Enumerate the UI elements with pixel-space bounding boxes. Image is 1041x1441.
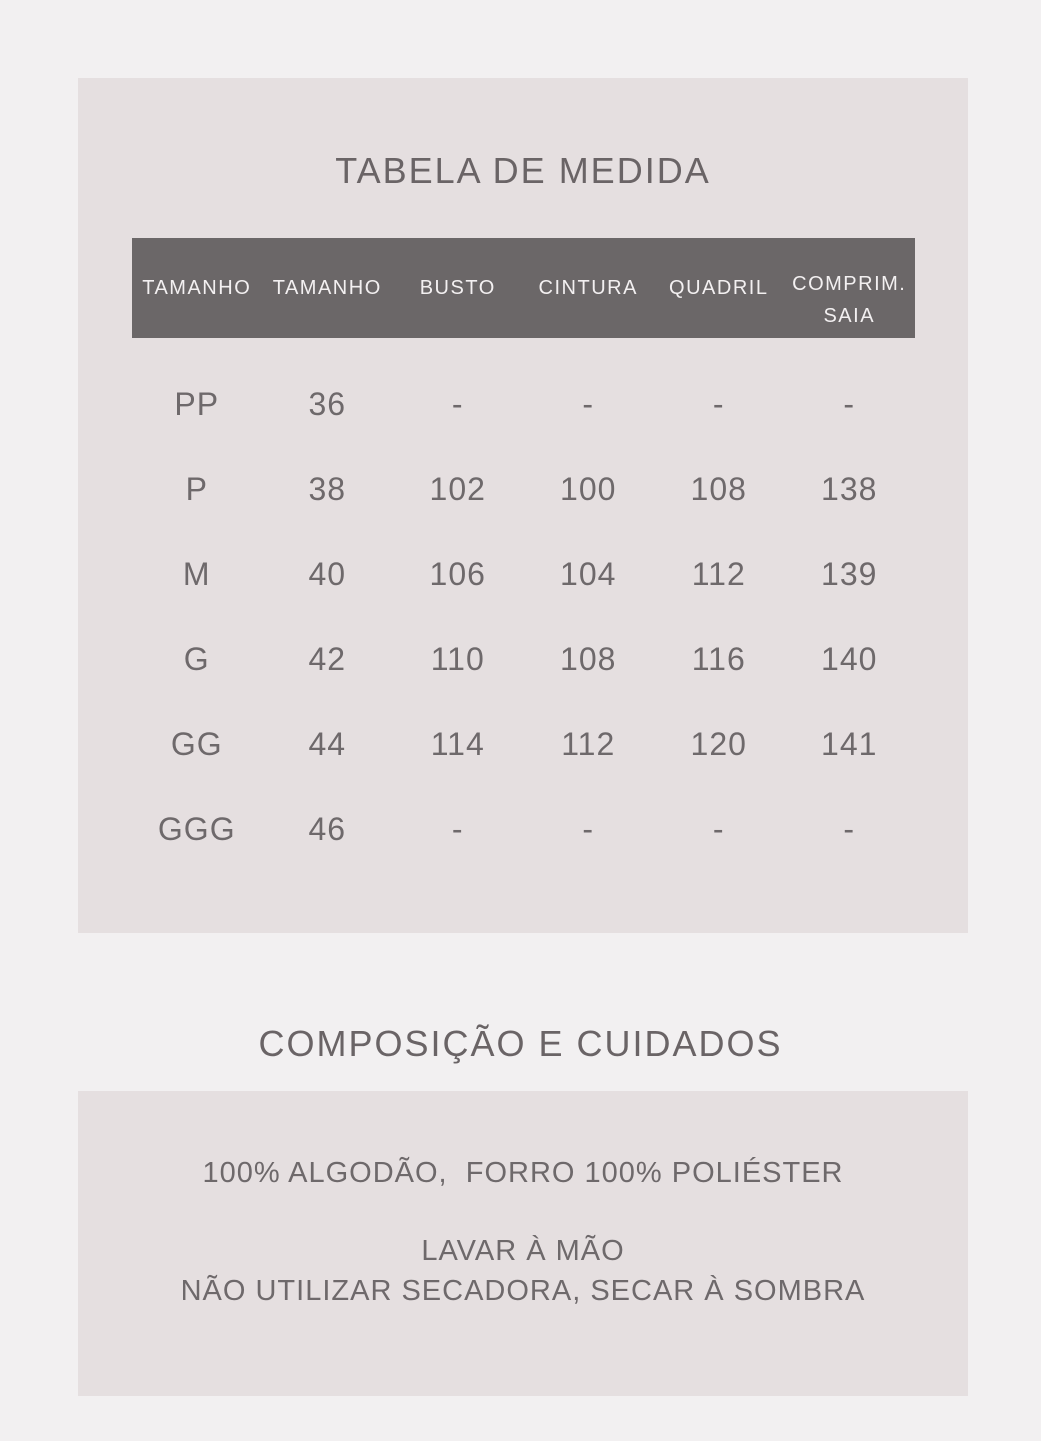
- cell-busto: 114: [430, 726, 485, 762]
- cell-size: M: [182, 556, 211, 592]
- cell-comprimento: -: [843, 386, 856, 422]
- cell-tamanho: 46: [308, 811, 347, 847]
- cell-cintura: -: [582, 811, 595, 847]
- cell-size: GGG: [157, 811, 236, 847]
- cell-comprimento: 140: [821, 641, 878, 677]
- cell-comprimento: -: [843, 811, 856, 847]
- cell-quadril: 120: [690, 726, 747, 762]
- size-chart-title: TABELA DE MEDIDA: [335, 150, 711, 191]
- cell-cintura: 104: [560, 556, 617, 592]
- cell-quadril: -: [712, 811, 725, 847]
- cell-tamanho: 40: [308, 556, 347, 592]
- size-chart-header-row: [132, 238, 915, 338]
- care-panel: [78, 1091, 968, 1396]
- column-header-comprimento-saia: [784, 238, 915, 338]
- size-chart-panel: [78, 78, 968, 933]
- cell-quadril: 108: [690, 471, 747, 507]
- cell-size: PP: [174, 386, 220, 422]
- dry-instruction-line: NÃO UTILIZAR SECADORA, SECAR À SOMBRA: [180, 1275, 866, 1307]
- cell-cintura: 100: [560, 471, 617, 507]
- table-row-pp: [132, 362, 915, 447]
- cell-busto: 106: [429, 556, 486, 592]
- cell-size: G: [183, 641, 210, 677]
- cell-tamanho: 42: [308, 641, 347, 677]
- cell-quadril: -: [712, 386, 725, 422]
- column-header-cintura: CINTURA: [538, 277, 638, 299]
- cell-tamanho: 44: [308, 726, 347, 762]
- column-header-busto: BUSTO: [419, 277, 496, 299]
- care-instructions: [78, 1091, 968, 1311]
- wash-instruction-line: LAVAR À MÃO: [421, 1235, 625, 1267]
- table-row-m: [132, 532, 915, 617]
- cell-quadril: 116: [691, 641, 746, 677]
- column-header-tamanho-letra: TAMANHO: [142, 277, 252, 299]
- column-header-quadril: QUADRIL: [669, 277, 769, 299]
- cell-tamanho: 38: [308, 471, 347, 507]
- cell-busto: -: [451, 386, 464, 422]
- table-row-gg: [132, 702, 915, 787]
- cell-quadril: 112: [691, 556, 746, 592]
- cell-tamanho: 36: [308, 386, 347, 422]
- cell-comprimento: 138: [821, 471, 878, 507]
- column-header-comprim-line: COMPRIM.: [792, 273, 907, 295]
- cell-size: P: [185, 471, 208, 507]
- table-row-ggg: [132, 787, 915, 872]
- cell-cintura: 108: [560, 641, 617, 677]
- care-section-title: COMPOSIÇÃO E CUIDADOS: [258, 1023, 783, 1064]
- cell-cintura: 112: [561, 726, 616, 762]
- size-chart-body: [132, 362, 915, 872]
- cell-comprimento: 141: [821, 726, 878, 762]
- cell-cintura: -: [582, 386, 595, 422]
- column-header-saia-line: SAIA: [823, 305, 876, 327]
- cell-comprimento: 139: [821, 556, 878, 592]
- table-row-p: [132, 447, 915, 532]
- composition-line: 100% ALGODÃO, FORRO 100% POLIÉSTER: [202, 1157, 844, 1189]
- table-row-g: [132, 617, 915, 702]
- column-header-tamanho-numero: TAMANHO: [272, 277, 382, 299]
- cell-busto: 110: [430, 641, 485, 677]
- cell-busto: 102: [429, 471, 486, 507]
- cell-busto: -: [451, 811, 464, 847]
- cell-size: GG: [170, 726, 223, 762]
